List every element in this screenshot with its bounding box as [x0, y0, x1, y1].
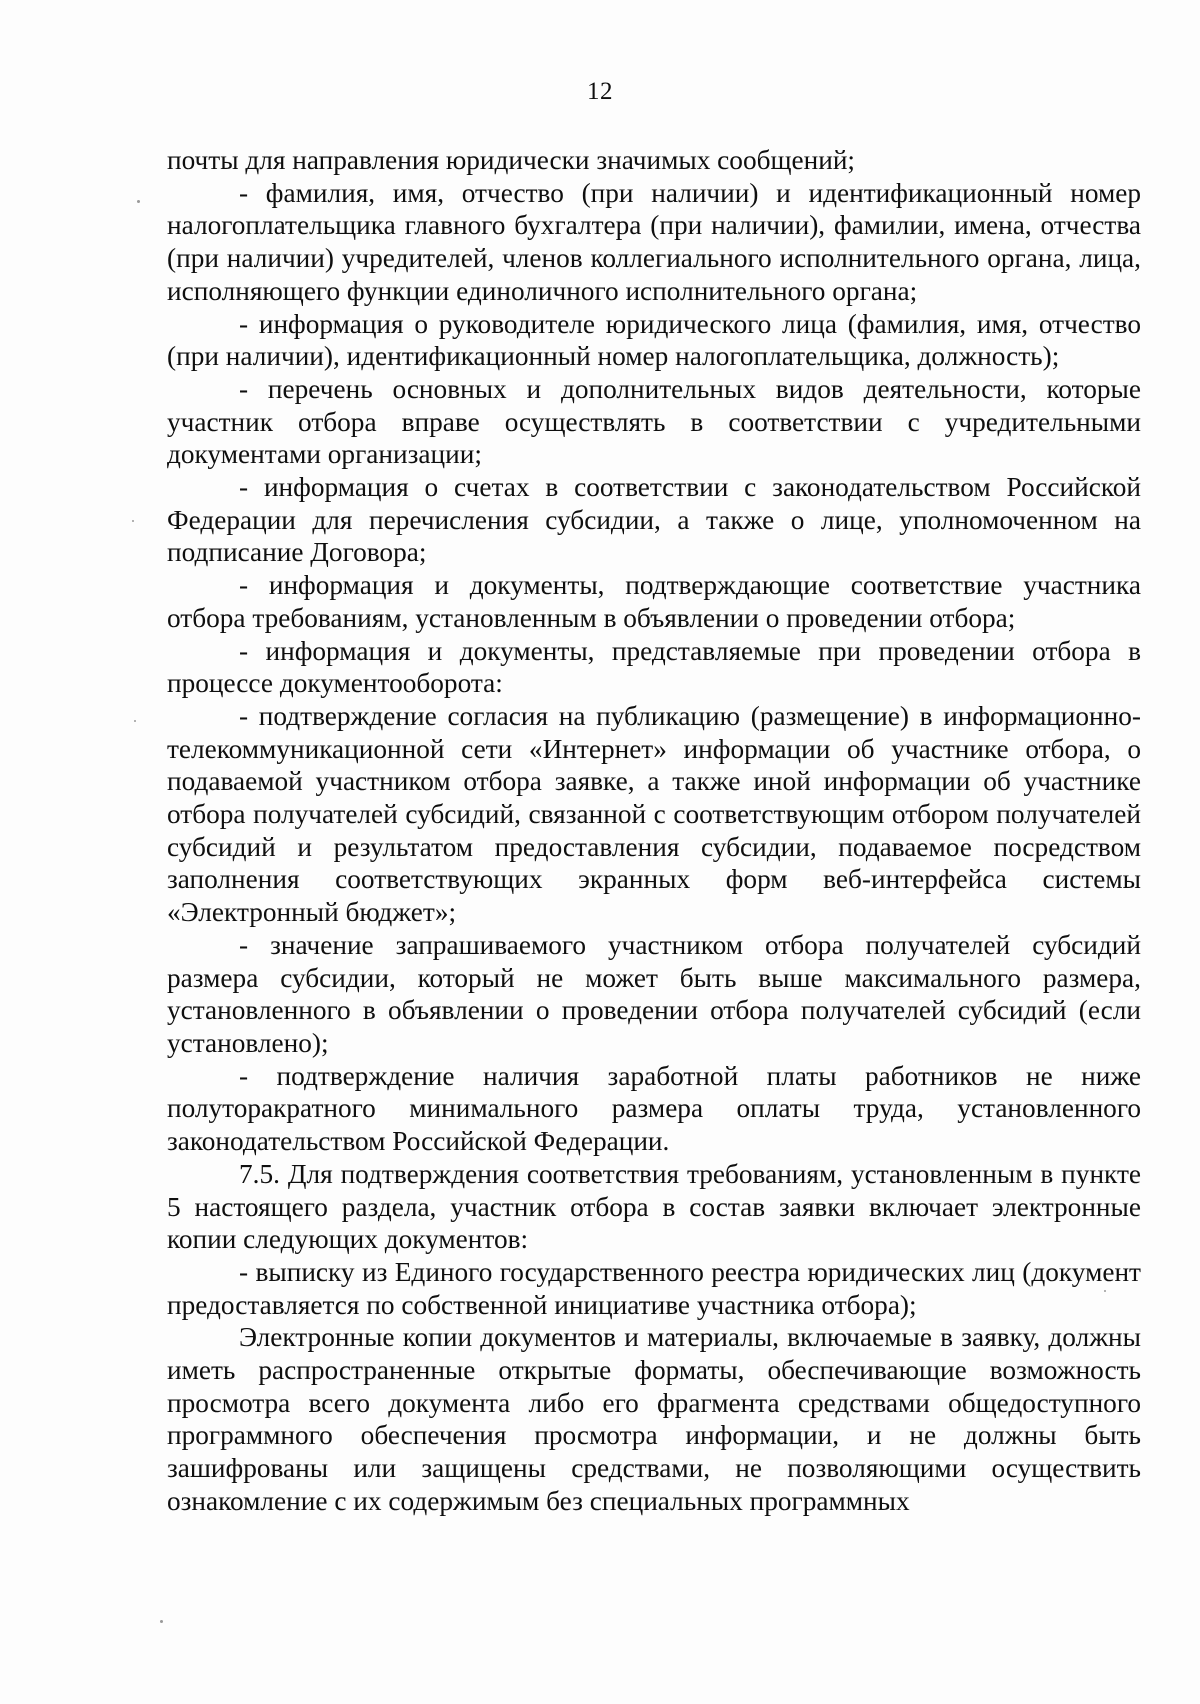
- paragraph-10: - подтверждение наличия заработной платы работников не ниже полуторакратного минимального размера оплаты труда, установленного законодательством Российской Федерации.: [167, 1060, 1141, 1157]
- paragraph-7: - информация и документы, представляемые при проведении отбора в процессе документооборота:: [167, 635, 1141, 699]
- page-number: 12: [587, 78, 613, 105]
- scan-speck: [160, 1620, 163, 1623]
- paragraph-13: Электронные копии документов и материалы, включаемые в заявку, должны иметь распространенные открытые форматы, обеспечивающие возможность просмотра всего документа либо его фрагмента средствами общедоступного программного обеспечения просмотра информации, и не должны быть зашифрованы или защищены средствами, не позволяющими осуществить ознакомление с их содержимым без специальных программных: [167, 1322, 1141, 1516]
- scan-speck: [132, 520, 134, 522]
- paragraph-11: 7.5. Для подтверждения соответствия требованиям, установленным в пункте 5 настоящего раздела, участник отбора в состав заявки включает электронные копии следующих документов:: [167, 1158, 1141, 1255]
- paragraph-6: - информация и документы, подтверждающие соответствие участника отбора требованиям, установленным в объявлении о проведении отбора;: [167, 570, 1141, 633]
- paragraph-1: почты для направления юридически значимых сообщений;: [167, 145, 856, 175]
- paragraph-12: - выписку из Единого государственного реестра юридических лиц (документ предоставляется по собственной инициативе участника отбора);: [167, 1256, 1141, 1320]
- paragraph-8: - подтверждение согласия на публикацию (размещение) в информационно-телекоммуникационной сети «Интернет» информации об участнике отбора, о подаваемой участником отбора заявке, а также иной информации об участнике отбора получателей субсидий, связанной с соответствующим отбором получателей субсидий и результатом предоставления субсидии, подаваемое посредством заполнения соответствующих экранных форм веб-интерфейса системы «Электронный бюджет»;: [167, 700, 1141, 928]
- scan-speck: [137, 200, 140, 203]
- paragraph-9: - значение запрашиваемого участником отбора получателей субсидий размера субсидии, который не может быть выше максимального размера, установленного в объявлении о проведении отбора получателей субсидий (если установлено);: [167, 929, 1141, 1058]
- paragraph-3: - информация о руководителе юридического лица (фамилия, имя, отчество (при наличии), идентификационный номер налогоплательщика, должность);: [167, 308, 1141, 372]
- paragraph-2: - фамилия, имя, отчество (при наличии) и идентификационный номер налогоплательщика главного бухгалтера (при наличии), фамилии, имена, отчества (при наличии) учредителей, членов коллегиального исполнительного органа, лица, исполняющего функции единоличного исполнительного органа;: [167, 177, 1141, 306]
- scan-speck: [1104, 1290, 1106, 1292]
- paragraph-4: - перечень основных и дополнительных видов деятельности, которые участник отбора вправе осуществлять в соответствии с учредительными документами организации;: [167, 373, 1141, 470]
- body-text: [167, 144, 1141, 1518]
- paragraph-5: - информация о счетах в соответствии с законодательством Российской Федерации для перечисления субсидии, а также о лице, уполномоченном на подписание Договора;: [167, 472, 1141, 568]
- scan-speck: [134, 720, 136, 722]
